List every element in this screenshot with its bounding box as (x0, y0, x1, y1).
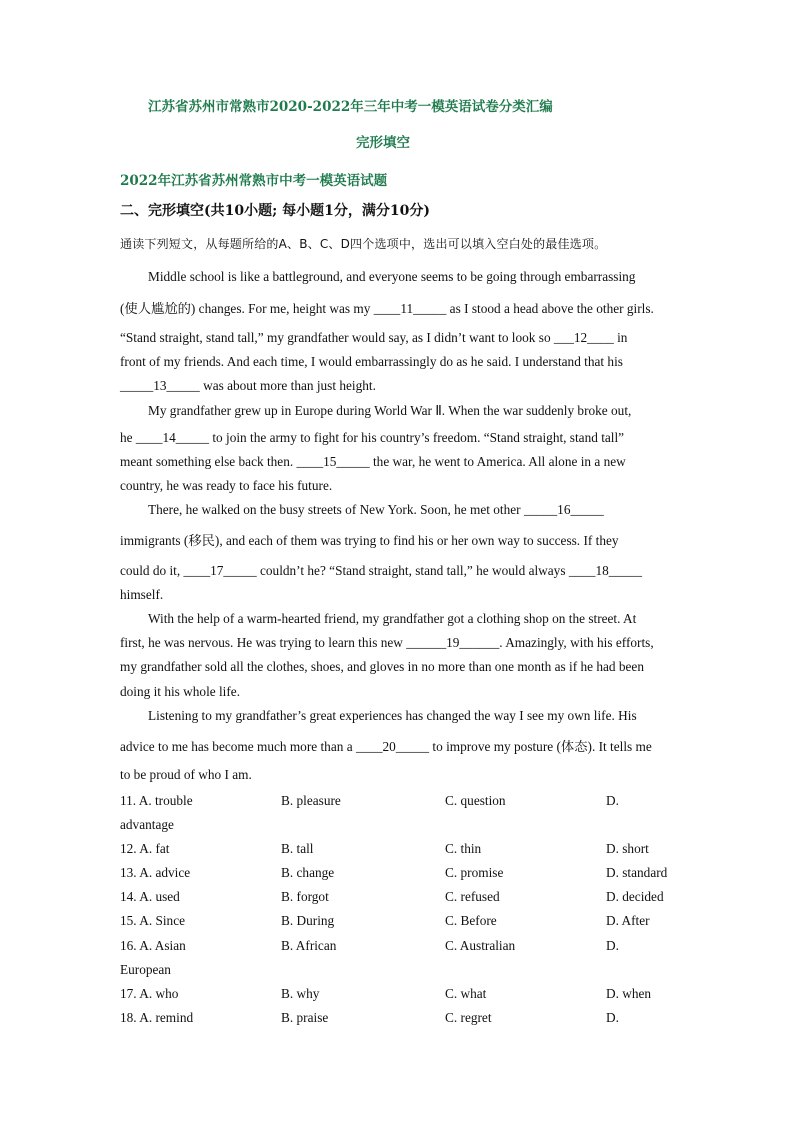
option-18-a: 18. A. remind (120, 1010, 194, 1025)
passage-text: “Stand straight, stand tall,” my grandfather would say, as I didn’t want to look so (120, 330, 554, 345)
blank-15: ____15_____ (296, 454, 370, 469)
instruction-text: 通读下列短文，从每题所给的A、B、C、D四个选项中，选出可以填入空白处的最佳选项。 (120, 237, 607, 251)
option-11-d-text: advantage (120, 817, 174, 832)
passage-line: Listening to my grandfather’s great experiences has changed the way I see my own life. His (148, 708, 637, 723)
option-12-d: D. short (606, 841, 649, 856)
option-11-c: C. question (445, 793, 506, 808)
blank-11: ____11_____ (373, 301, 447, 316)
option-15-c: C. Before (445, 913, 497, 928)
option-13-d: D. standard (606, 865, 668, 880)
option-12-c: C. thin (445, 841, 482, 856)
option-14-a: 14. A. used (120, 889, 180, 904)
passage-text: first, he was nervous. He was trying to learn this new (120, 635, 407, 650)
passage-line (120, 430, 624, 446)
option-12-b: B. tall (281, 841, 314, 856)
passage-text: There, he walked on the busy streets of New York. Soon, he met other (148, 502, 524, 517)
passage-line: My grandfather grew up in Europe during World War Ⅱ. When the war suddenly broke out, (148, 403, 632, 418)
passage-text: to improve my posture (体态). It tells me (429, 739, 652, 754)
passage-line: to be proud of who I am. (120, 767, 252, 782)
blank-12: ___12____ (553, 330, 614, 345)
passage-text: meant something else back then. (120, 454, 297, 469)
passage-text: he (120, 430, 136, 445)
option-15-d: D. After (606, 913, 650, 928)
option-11-d: D. (606, 793, 619, 808)
option-14-d: D. decided (606, 889, 664, 904)
section-heading: 二、完形填空(共10小题; 每小题1分，满分10分) (120, 203, 430, 219)
blank-18: ____18_____ (568, 563, 642, 578)
blank-13: _____13_____ (120, 378, 200, 393)
passage-line (120, 330, 627, 346)
passage-text: was about more than just height. (199, 378, 376, 393)
passage-line (120, 378, 376, 394)
option-17-a: 17. A. who (120, 986, 179, 1001)
blank-19: ______19______ (406, 635, 500, 650)
option-11-b: B. pleasure (281, 793, 341, 808)
test-name: 2022年江苏省苏州常熟市中考一模英语试题 (120, 173, 388, 189)
blank-20: ____20_____ (355, 739, 430, 754)
blank-17: ____17_____ (183, 563, 257, 578)
passage-text: to join the army to fight for his country’s freedom. “Stand straight, stand tall” (209, 430, 625, 445)
passage-line: doing it his whole life. (120, 684, 241, 699)
passage-line (148, 502, 604, 518)
option-13-a: 13. A. advice (120, 865, 191, 880)
option-18-c: C. regret (445, 1010, 492, 1025)
passage-line (120, 298, 654, 317)
option-16-c: C. Australian (445, 938, 516, 953)
passage-line: himself. (120, 587, 164, 602)
option-18-b: B. praise (281, 1010, 329, 1025)
option-14-c: C. refused (445, 889, 500, 904)
option-12-a: 12. A. fat (120, 841, 170, 856)
blank-16: _____16_____ (523, 502, 604, 517)
passage-text: in (613, 330, 628, 345)
option-15-b: B. During (281, 913, 335, 928)
passage-text: couldn’t he? “Stand straight, stand tall,” he would always (256, 563, 569, 578)
passage-text: advice to me has become much more than a (120, 739, 356, 754)
passage-line (120, 736, 652, 755)
passage-text: . Amazingly, with his efforts, (499, 635, 654, 650)
option-16-d: D. (606, 938, 619, 953)
option-13-b: B. change (281, 865, 335, 880)
passage-line: Middle school is like a battleground, and everyone seems to be going through embarrassing (148, 269, 636, 284)
option-18-d: D. (606, 1010, 619, 1025)
option-17-d: D. when (606, 986, 652, 1001)
document-subtitle: 完形填空 (356, 135, 410, 151)
passage-line (120, 454, 626, 470)
passage-line: With the help of a warm-hearted friend, my grandfather got a clothing shop on the street. At (148, 611, 637, 626)
passage-text: the war, he went to America. All alone in a new (369, 454, 626, 469)
passage-text: as I stood a head above the other girls. (446, 301, 654, 316)
option-17-c: C. what (445, 986, 487, 1001)
blank-14: ____14_____ (135, 430, 210, 445)
option-11-a: 11. A. trouble (120, 793, 193, 808)
passage-line (120, 563, 642, 579)
option-16-a: 16. A. Asian (120, 938, 186, 953)
option-16-d-text: European (120, 962, 171, 977)
passage-text: (使人尴尬的) changes. For me, height was my (120, 301, 374, 316)
option-13-c: C. promise (445, 865, 504, 880)
option-17-b: B. why (281, 986, 320, 1001)
passage-line: front of my friends. And each time, I would embarrassingly do as he said. I understand that his (120, 354, 623, 369)
passage-line: immigrants (移民), and each of them was trying to find his or her own way to success. If they (120, 533, 619, 548)
option-16-b: B. African (281, 938, 337, 953)
passage-line: my grandfather sold all the clothes, shoes, and gloves in no more than one month as if he had been (120, 659, 644, 674)
document-title: 江苏省苏州市常熟市2020-2022年三年中考一模英语试卷分类汇编 (148, 99, 553, 115)
passage-line (120, 635, 654, 651)
passage-text: could do it, (120, 563, 184, 578)
option-15-a: 15. A. Since (120, 913, 186, 928)
option-14-b: B. forgot (281, 889, 329, 904)
passage-line: country, he was ready to face his future. (120, 478, 333, 493)
